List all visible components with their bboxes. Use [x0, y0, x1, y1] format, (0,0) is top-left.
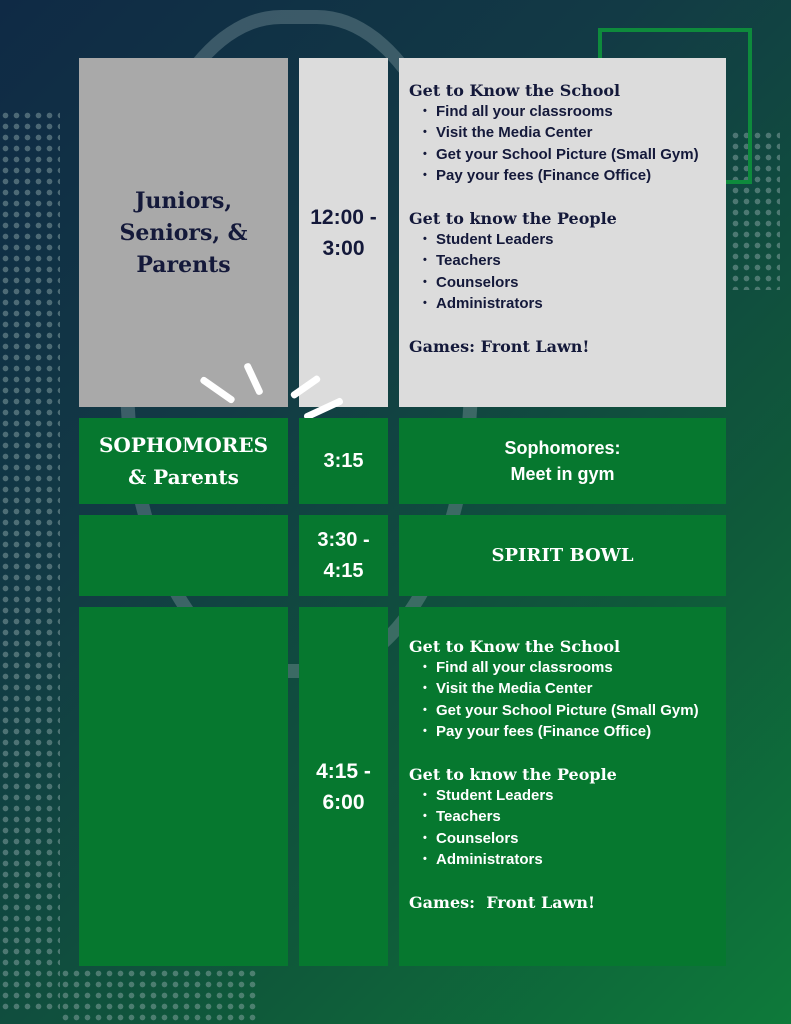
details-text: SPIRIT BOWL [491, 545, 634, 566]
time-cell-2 [299, 418, 388, 504]
time-cell-4 [299, 607, 388, 966]
school-list [409, 101, 726, 186]
people-list [409, 229, 726, 314]
list-item: • Pay your fees (Finance Office) [436, 721, 726, 742]
dot-pattern-bottom [60, 968, 260, 1024]
people-list [409, 785, 726, 870]
list-item: • Administrators [436, 849, 726, 870]
list-item: • Find all your classrooms [436, 101, 726, 122]
list-item: • Get your School Picture (Small Gym) [436, 700, 726, 721]
group-label: SOPHOMORES & Parents [98, 433, 269, 489]
group-empty-1 [79, 515, 288, 596]
games-note: Games: Front Lawn! [409, 337, 590, 357]
dot-pattern-left [0, 110, 60, 1010]
list-item: • Administrators [436, 293, 726, 314]
section-heading: Get to Know the School [409, 637, 621, 656]
games-note: Games: Front Lawn! [409, 893, 596, 913]
details-cell-3 [399, 515, 726, 596]
list-item: • Teachers [436, 250, 726, 271]
details-cell-2 [399, 418, 726, 504]
time-label: 3:30 - 4:15 [317, 528, 370, 582]
time-cell-3 [299, 515, 388, 596]
details-cell-4 [399, 607, 726, 966]
group-sophomores [79, 418, 288, 504]
section-heading: Get to Know the School [409, 81, 621, 100]
section-heading: Get to know the People [409, 209, 617, 229]
time-label: 4:15 - 6:00 [316, 759, 371, 814]
list-item: • Student Leaders [436, 785, 726, 806]
group-empty-2 [79, 607, 288, 966]
time-label: 12:00 - 3:00 [310, 205, 377, 260]
section-heading: Get to know the People [409, 765, 617, 785]
list-item: • Teachers [436, 806, 726, 827]
details-cell-1 [399, 58, 726, 407]
group-label: Juniors, Seniors, & Parents [119, 187, 248, 278]
list-item: • Counselors [436, 828, 726, 849]
list-item: • Get your School Picture (Small Gym) [436, 144, 726, 165]
time-cell-1 [299, 58, 388, 407]
details-text: Sophomores: Meet in gym [504, 438, 621, 484]
list-item: • Counselors [436, 272, 726, 293]
list-item: • Student Leaders [436, 229, 726, 250]
list-item: • Find all your classrooms [436, 657, 726, 678]
school-list [409, 657, 726, 742]
list-item: • Visit the Media Center [436, 678, 726, 699]
list-item: • Pay your fees (Finance Office) [436, 165, 726, 186]
time-label: 3:15 [323, 449, 364, 472]
group-juniors-seniors [79, 58, 288, 407]
list-item: • Visit the Media Center [436, 122, 726, 143]
